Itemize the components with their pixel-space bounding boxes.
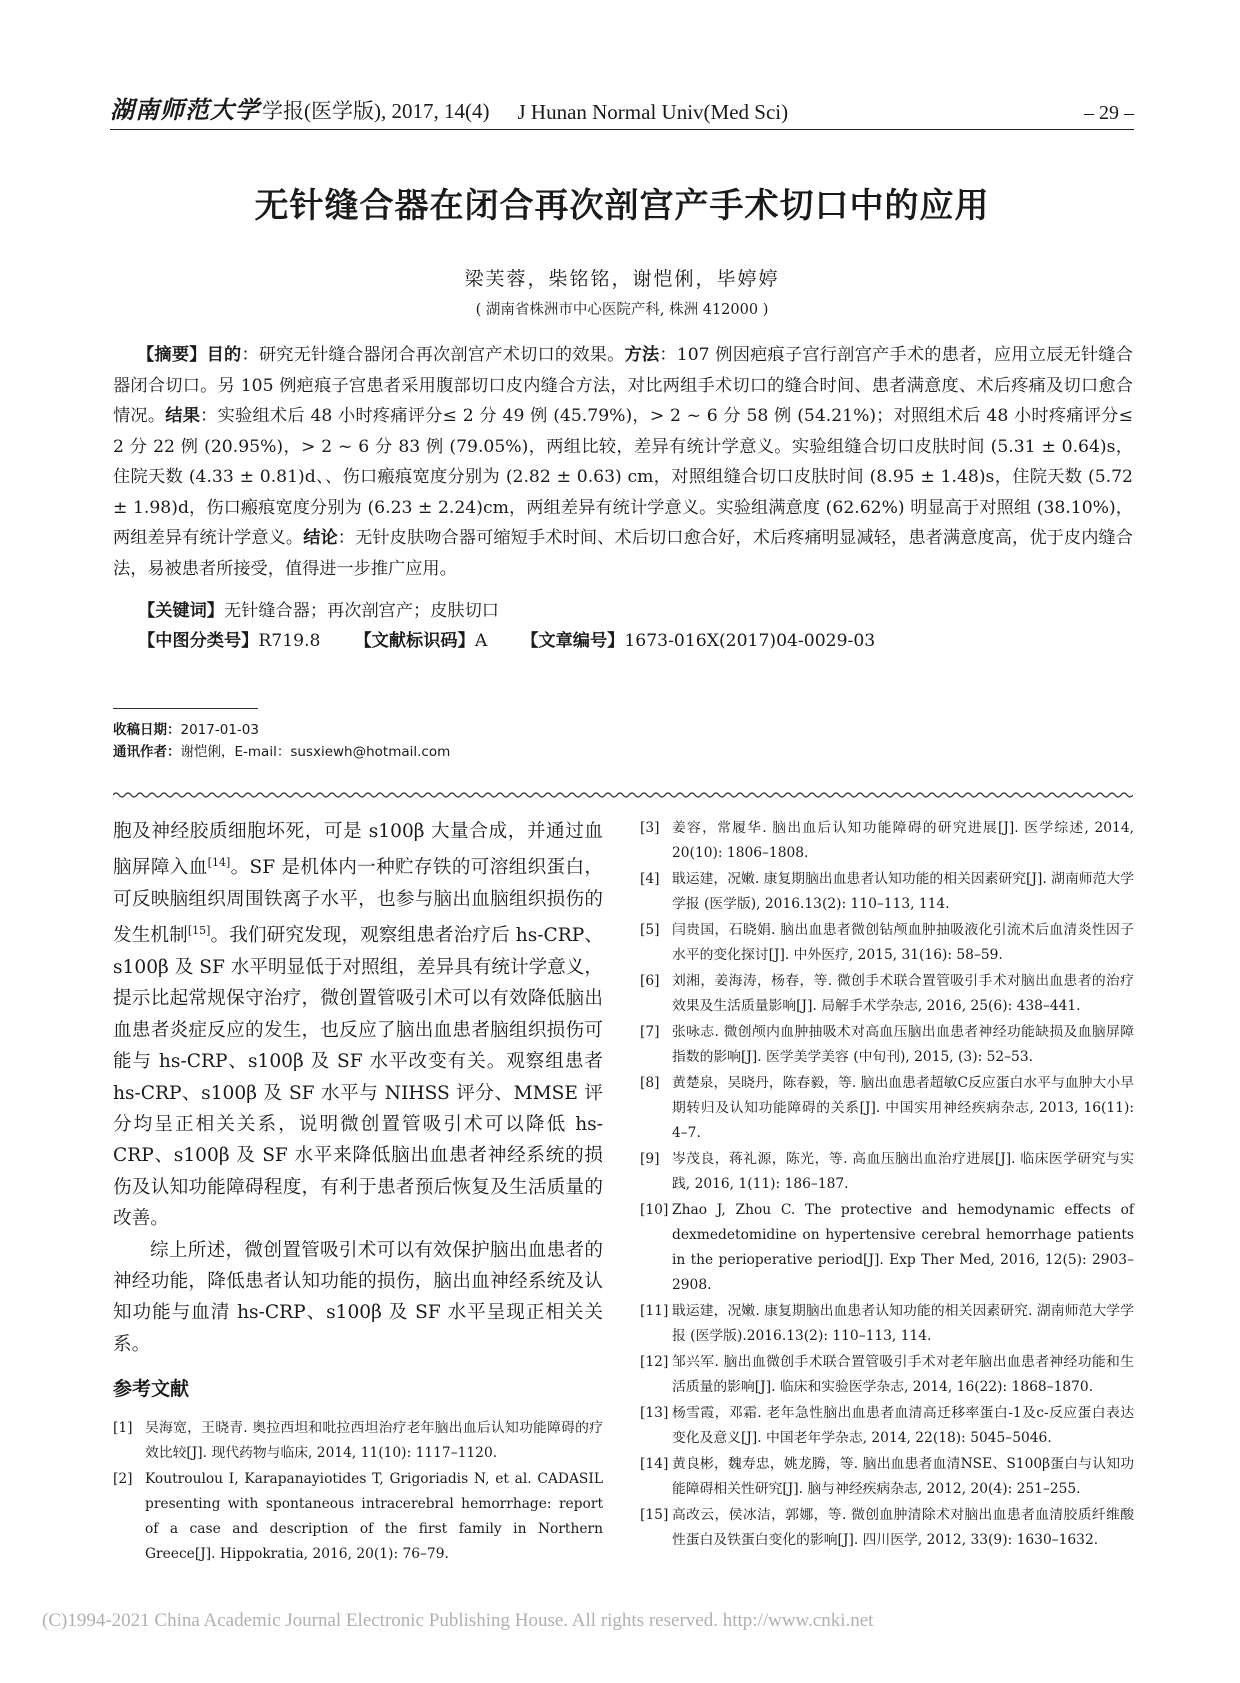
reference-number: [8] xyxy=(640,1075,660,1091)
reference-number: [11] xyxy=(640,1303,669,1319)
reference-item xyxy=(640,1198,1134,1298)
reference-text: Koutroulou I, Karapanayiotides T, Grigoriadis N, et al. CADASIL presenting with spontaneous intracerebral hemorrhage: report of a case and description of the first family in Northern Greece[J]. Hippokratia, 2016, 20(1): 76–79. xyxy=(145,1470,603,1562)
abstract-conclusion: ：无针皮肤吻合器可缩短手术时间、术后切口愈合好，术后疼痛明显减轻，患者满意度高，优于皮内缝合法，易被患者所接受，值得进一步推广应用。 xyxy=(113,528,1133,579)
reference-number: [6] xyxy=(640,973,660,989)
page-number: – 29 – xyxy=(1084,102,1134,124)
reference-number: [12] xyxy=(640,1354,669,1370)
abstract-method-label: 方法 xyxy=(624,345,660,365)
reference-item xyxy=(640,969,1134,1019)
reference-item xyxy=(640,816,1134,866)
received-date-note xyxy=(113,718,259,738)
reference-item xyxy=(640,1401,1134,1451)
journal-logo: 湖南师范大学 xyxy=(110,95,260,124)
reference-text: 高改云，侯冰洁，郭娜，等. 微创血肿清除术对脑出血患者血清胶质纤维酸性蛋白及铁蛋白变化的影响[J]. 四川医学, 2012, 33(9): 1630–1632. xyxy=(672,1507,1134,1548)
clc-label: 【中图分类号】 xyxy=(138,631,259,651)
corresponding-label: 通讯作者： xyxy=(113,744,181,760)
abstract-conclusion-label: 结论 xyxy=(303,528,338,548)
doc-code-value: A xyxy=(474,631,488,651)
right-column xyxy=(640,816,1134,1554)
reference-number: [13] xyxy=(640,1405,669,1421)
reference-number: [5] xyxy=(640,922,660,938)
body-text: 。我们研究发现，观察组患者治疗后 hs-CRP、s100β 及 SF 水平明显低于对照组，差异具有统计学意义，提示比起常规保守治疗，微创置管吸引术可以有效降低脑出血患者炎症反应的发生，也反应了脑出血患者脑组织损伤可能与 hs-CRP、s100β 及 SF 水平改变有关。观察组患者 hs-CRP、s100β 及 SF 水平与 NIHSS 评分、MMSE 评分均呈正相关关系，说明微创置管吸引术可以降低 hs-CRP、s100β 及 SF 水平来降低脑出血患者神经系统的损伤及认知功能障碍程度，有利于患者预后恢复及生活质量的改善。 xyxy=(113,925,603,1230)
article-title: 无针缝合器在闭合再次剖宫产手术切口中的应用 xyxy=(254,186,990,226)
received-value: 2017-01-03 xyxy=(180,722,259,738)
reference-number: [4] xyxy=(640,871,660,887)
classification-line xyxy=(138,626,875,651)
body-text: 。SF 是机体内一种贮存铁的可溶组织蛋白，可反映脑组织周围铁离子水平，也参与脑出血脑组织损伤的发生机制 xyxy=(113,857,603,947)
reference-item xyxy=(113,1467,603,1567)
reference-text: 戢运建，况嫩. 康复期脑出血患者认知功能的相关因素研究[J]. 湖南师范大学学报 (医学版), 2016.13(2): 110–113, 114. xyxy=(672,871,1134,912)
reference-text: 邹兴军. 脑出血微创手术联合置管吸引手术对老年脑出血患者神经功能和生活质量的影响[J]. 临床和实验医学杂志, 2014, 16(22): 1868–1870. xyxy=(672,1354,1134,1395)
reference-item xyxy=(640,918,1134,968)
abstract-purpose: ：研究无针缝合器闭合再次剖宫产术切口的效果。 xyxy=(241,345,625,365)
reference-item xyxy=(640,867,1134,917)
reference-text: 黄良彬，魏寿忠，姚龙腾，等. 脑出血患者血清NSE、S100β蛋白与认知功能障碍相关性研究[J]. 脑与神经疾病杂志, 2012, 20(4): 251–255. xyxy=(672,1456,1134,1497)
reference-number: [14] xyxy=(640,1456,669,1472)
received-label: 收稿日期： xyxy=(113,722,181,738)
abstract-method: ：107 例因疤痕子宫行剖宫产手术的患者，应用立辰无针缝合器闭合切口。另 105 例疤痕子宫患者采用腹部切口皮内缝合方法，对比两组手术切口的缝合时间、患者满意度、术后疼痛及切口愈合情况。 xyxy=(113,345,1133,426)
body-paragraph-2: 综上所述，微创置管吸引术可以有效保护脑出血患者的神经功能，降低患者认知功能的损伤，脑出血神经系统及认知功能与血清 hs-CRP、s100β 及 SF 水平呈现正相关关系。 xyxy=(113,1239,603,1355)
corresponding-author-note xyxy=(113,740,450,760)
reference-item xyxy=(113,1416,603,1466)
reference-text: 岑茂良，蒋礼源，陈光，等. 高血压脑出血治疗进展[J]. 临床医学研究与实践, 2016, 1(11): 186–187. xyxy=(672,1151,1134,1192)
reference-item xyxy=(640,1503,1134,1553)
copyright-footer: (C)1994-2021 China Academic Journal Electronic Publishing House. All rights reserved. http://www.cnki.net xyxy=(42,1610,874,1631)
abstract-result: ：实验组术后 48 小时疼痛评分≤ 2 分 49 例 (45.79%)，> 2 ~ 6 分 58 例 (54.21%)；对照组术后 48 小时疼痛评分≤ 2 分 22 例 (20.95%)，> 2 ~ 6 分 83 例 (79.05%)，两组比较，差异有统计学意义。实验组缝合切口皮肤时间 (5.31 ± 0.64)s，住院天数 (4.33 ± 0.81)d、、伤口瘢痕宽度分别为 (2.82 ± 0.63) cm，对照组缝合切口皮肤时间 (8.95 ± 1.48)s，住院天数 (5.72 ± 1.98)d，伤口瘢痕宽度分别为 (6.23 ± 2.24)cm，两组差异有统计学意义。实验组满意度 (62.62%) 明显高于对照组 (38.10%)，两组差异有统计学意义。 xyxy=(113,406,1133,548)
reference-item xyxy=(640,1299,1134,1349)
reference-text: 吴海宽，王晓青. 奥拉西坦和吡拉西坦治疗老年脑出血后认知功能障碍的疗效比较[J]. 现代药物与临床, 2014, 11(10): 1117–1120. xyxy=(145,1419,603,1461)
abstract-label: 【摘要】目的 xyxy=(137,345,242,365)
reference-text: 戢运建，况嫩. 康复期脑出血患者认知功能的相关因素研究. 湖南师范大学学报 (医学版).2016.13(2): 110–113, 114. xyxy=(672,1303,1134,1344)
citation-15: [15] xyxy=(187,924,211,938)
reference-item xyxy=(640,1350,1134,1400)
reference-number: [2] xyxy=(113,1470,133,1487)
reference-text: Zhao J, Zhou C. The protective and hemodynamic effects of dexmedetomidine on hypertensive cerebral hemorrhage patients in the perioperative period[J]. Exp Ther Med, 2016, 12(5): 2903–2908. xyxy=(672,1202,1134,1293)
doc-code-label: 【文献标识码】 xyxy=(354,631,475,651)
reference-text: 杨雪霞，邓霜. 老年急性脑出血患者血清高迁移率蛋白-1及c-反应蛋白表达变化及意义[J]. 中国老年学杂志, 2014, 22(18): 5045–5046. xyxy=(672,1405,1134,1446)
reference-item xyxy=(640,1147,1134,1197)
article-number-label: 【文章编号】 xyxy=(521,631,625,651)
abstract-result-label: 结果 xyxy=(165,406,201,426)
body-text: 胞及神经胶质细胞坏死，可是 s100β 大量合成，并通过血脑屏障入血 xyxy=(113,821,603,879)
reference-number: [9] xyxy=(640,1151,660,1167)
references-list-right xyxy=(640,816,1134,1553)
reference-number: [10] xyxy=(640,1202,669,1218)
left-column xyxy=(113,816,603,1568)
reference-text: 闫贵国，石晓娟. 脑出血患者微创钻颅血肿抽吸液化引流术后血清炎性因子水平的变化探讨[J]. 中外医疗, 2015, 31(16): 58–59. xyxy=(672,922,1134,963)
keywords xyxy=(138,596,499,621)
body-paragraph-1 xyxy=(113,816,603,1235)
reference-item xyxy=(640,1071,1134,1146)
running-header xyxy=(110,96,1134,130)
journal-english-title: J Hunan Normal Univ(Med Sci) xyxy=(517,100,789,124)
keywords-label: 【关键词】 xyxy=(138,601,224,621)
reference-text: 姜容，常履华. 脑出血后认知功能障碍的研究进展[J]. 医学综述, 2014, 20(10): 1806–1808. xyxy=(672,820,1134,861)
reference-item xyxy=(640,1452,1134,1502)
affiliation: ( 湖南省株洲市中心医院产科, 株洲 412000 ) xyxy=(475,302,769,318)
authors: 梁芙蓉，柴铭铭，谢恺俐，毕婷婷 xyxy=(464,268,780,290)
reference-text: 黄楚泉，吴晓丹，陈春毅，等. 脑出血患者超敏C反应蛋白水平与血肿大小早期转归及认知功能障碍的关系[J]. 中国实用神经疾病杂志, 2013, 16(11): 4–7. xyxy=(672,1075,1134,1141)
journal-issue-info: 学报(医学版), 2017, 14(4) xyxy=(262,99,490,123)
reference-number: [7] xyxy=(640,1024,660,1040)
abstract xyxy=(113,340,1133,584)
reference-text: 刘湘，姜海涛，杨春，等. 微创手术联合置管吸引手术对脑出血患者的治疗效果及生活质量影响[J]. 局解手术学杂志, 2016, 25(6): 438–441. xyxy=(672,973,1134,1014)
reference-number: [15] xyxy=(640,1507,669,1523)
article-number-value: 1673-016X(2017)04-0029-03 xyxy=(624,631,876,651)
reference-number: [3] xyxy=(640,820,660,836)
keywords-value: 无针缝合器；再次剖宫产；皮肤切口 xyxy=(223,601,499,621)
reference-text: 张咏志. 微创颅内血肿抽吸术对高血压脑出血患者神经功能缺损及血脑屏障指数的影响[J]. 医学美学美容 (中旬刊), 2015, (3): 52–53. xyxy=(672,1024,1134,1065)
reference-item xyxy=(640,1020,1134,1070)
clc-value: R719.8 xyxy=(258,631,321,651)
reference-number: [1] xyxy=(113,1419,133,1436)
footnote-rule xyxy=(113,708,258,709)
wavy-separator xyxy=(113,790,1133,800)
citation-14: [14] xyxy=(207,856,231,870)
corresponding-value: 谢恺俐，E-mail：susxiewh@hotmail.com xyxy=(180,744,451,760)
references-heading: 参考文献 xyxy=(113,1378,190,1401)
references-list-left xyxy=(113,1416,603,1567)
